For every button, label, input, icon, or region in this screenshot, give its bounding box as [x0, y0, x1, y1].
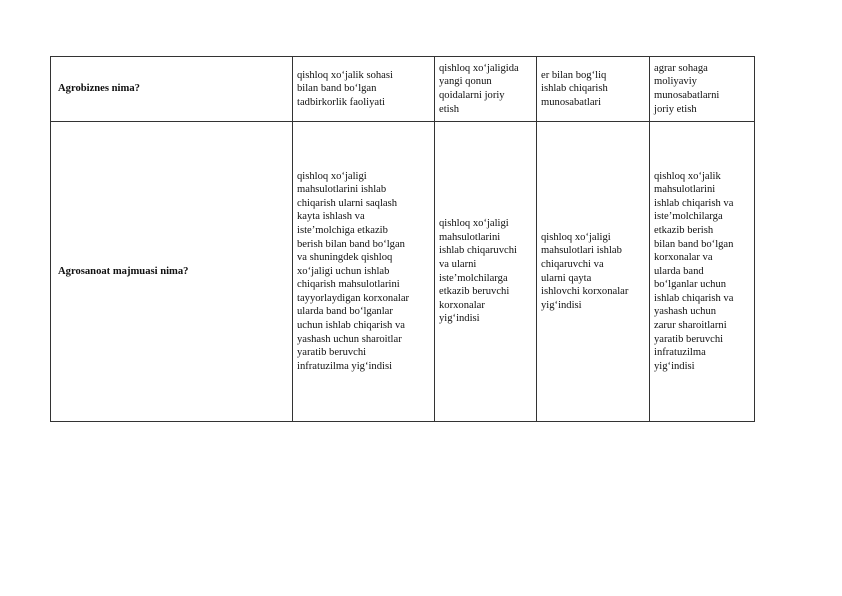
- table-row: [51, 122, 755, 422]
- answer-cell: qishloq xo‘jaligi mahsulotlarini ishlab chiqaruvchi va ularni iste’molchilarga etkazib beruvchi korxonalar yig‘indisi: [435, 122, 537, 422]
- question-cell: Agrosanoat majmuasi nima?: [51, 122, 293, 422]
- answer-cell: qishloq xo‘jalik sohasi bilan band bo‘lgan tadbirkorlik faoliyati: [293, 57, 435, 122]
- answer-cell: qishloq xo‘jaligi mahsulotlari ishlab chiqaruvchi va ularni qayta ishlovchi korxonalar yig‘indisi: [537, 122, 650, 422]
- answer-cell: qishloq xo‘jaligi mahsulotlarini ishlab chiqarish ularni saqlash kayta ishlash va iste’molchiga etkazib berish bilan band bo‘lgan va shuningdek qishloq xo‘jaligi uchun ishlab chiqarish mahsulotlarini tayyorlaydigan korxonalar ularda band bo‘lganlar uchun ishlab chiqarish va yashash uchun sharoitlar yaratib beruvchi infratuzilma yig‘indisi: [293, 122, 435, 422]
- answer-cell: qishloq xo‘jalik mahsulotlarini ishlab chiqarish va iste’molchilarga etkazib berish bilan band bo‘lgan korxonalar va ularda band bo‘lganlar uchun ishlab chiqarish va yashash uchun zarur sharoitlarni yaratib beruvchi infratuzilma yig‘indisi: [650, 122, 755, 422]
- table-row: [51, 57, 755, 122]
- answer-cell: agrar sohaga moliyaviy munosabatlarni joriy etish: [650, 57, 755, 122]
- answer-cell: qishloq xo‘jaligida yangi qonun qoidalarni joriy etish: [435, 57, 537, 122]
- answer-cell: er bilan bog‘liq ishlab chiqarish munosabatlari: [537, 57, 650, 122]
- question-table: [50, 56, 755, 422]
- question-cell: Agrobiznes nima?: [51, 57, 293, 122]
